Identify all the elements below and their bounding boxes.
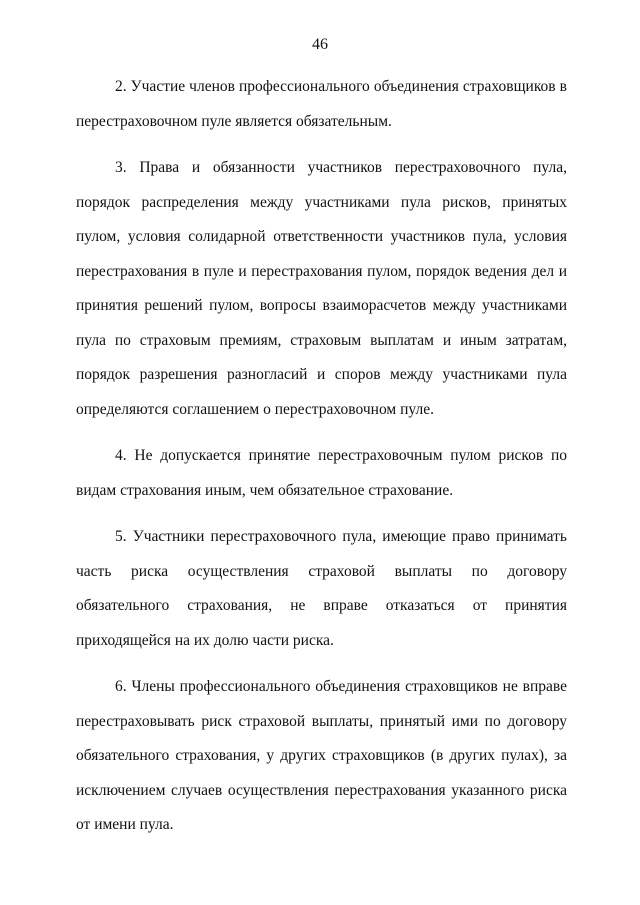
paragraph-2: 2. Участие членов профессионального объединения страховщиков в перестраховочном пуле является обязательным. xyxy=(76,78,567,130)
paragraph-5: 5. Участники перестраховочного пула, имеющие право принимать часть риска осуществления страховой выплаты по договору обязательного страхования, не вправе отказаться от принятия приходящейся на их долю части риска. xyxy=(76,528,567,649)
page-number: 46 xyxy=(312,36,328,53)
paragraph-6: 6. Члены профессионального объединения страховщиков не вправе перестраховывать риск страховой выплаты, принятый ими по договору обязательного страхования, у других страховщиков (в других пулах), за исключением случаев осуществления перестрахования указанного риска от имени пула. xyxy=(76,678,567,833)
paragraph-4: 4. Не допускается принятие перестраховочным пулом рисков по видам страхования иным, чем обязательное страхование. xyxy=(76,447,567,499)
document-body xyxy=(76,70,567,855)
paragraph-3: 3. Права и обязанности участников перестраховочного пула, порядок распределения между участниками пула рисков, принятых пулом, условия солидарной ответственности участников пула, условия перестрахования в пуле и перестрахования пулом, порядок ведения дел и принятия решений пулом, вопросы взаиморасчетов между участниками пула по страховым премиям, страховым выплатам и иным затратам, порядок разрешения разногласий и споров между участниками пула определяются соглашением о перестраховочном пуле. xyxy=(76,159,567,418)
